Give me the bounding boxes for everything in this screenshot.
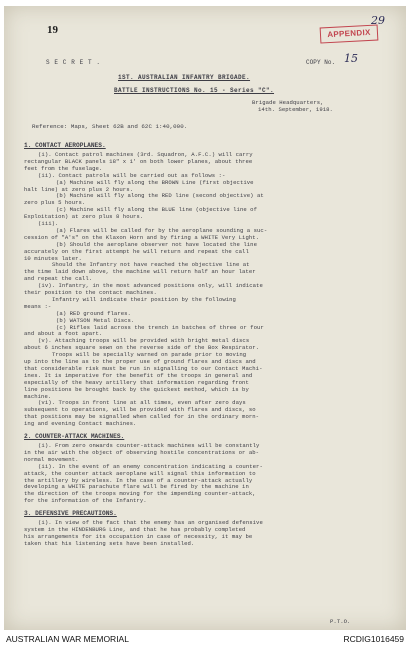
- instructions-title: BATTLE INSTRUCTIONS No. 15 - Series "C".: [114, 87, 275, 94]
- body-line: that positions may be signalled when called for in the ordinary morn-: [24, 413, 260, 421]
- body-line: 10 minutes later.: [24, 254, 82, 262]
- body-line: (v). Attaching troops will be provided with bright metal discs: [38, 337, 250, 345]
- body-line: attack, the counter attack aeroplane will signal this information to: [24, 469, 256, 477]
- body-line: (a) Machine will fly along the BROWN Line (first objective: [56, 178, 254, 186]
- body-line: about 6 inches square sewn on the reverse side of the Box Respirator.: [24, 344, 260, 352]
- body-line: developing a WHITE parachute flare will be fired by the machine in: [24, 483, 249, 491]
- body-line: normal movement.: [24, 455, 79, 463]
- body-line: ines. It is imperative for the benefit of the troops in general and: [24, 371, 253, 379]
- body-line: (a) Flares will be called for by the aeroplane sounding a suc-: [56, 226, 268, 234]
- body-line: (i). In view of the fact that the enemy has an organised defensive: [38, 519, 263, 527]
- body-line: (ii). Contact patrols will be carried out as follows :-: [38, 171, 226, 179]
- secret-marking: S E C R E T .: [46, 59, 101, 66]
- body-line: ing and evening Contact machines.: [24, 420, 137, 428]
- section-2-title: 2. COUNTER-ATTACK MACHINES.: [24, 433, 125, 440]
- body-line: their position to the contact machines.: [24, 289, 157, 296]
- section-1-title: 1. CONTACT AEROPLANES.: [24, 142, 106, 149]
- body-line: subsequent to operations, will be provided with flares and discs, so: [24, 406, 256, 414]
- body-line: zero plus 5 hours.: [24, 199, 86, 207]
- body-line: the artillery by wireless. In the case of a counter-attack actually: [24, 476, 253, 484]
- body-line: line positions be brought back by the quickest method, which is by: [24, 385, 249, 393]
- body-line: for the information of the Infantry.: [24, 497, 147, 505]
- footer-record-id: RCDIG1016459: [343, 634, 404, 644]
- body-line: feet from the fuselage.: [24, 164, 103, 172]
- please-turn-over: P.T.O.: [330, 618, 351, 625]
- body-line: taken that his listening sets have been installed.: [24, 539, 195, 547]
- body-line: (iv). Infantry, in the most advanced positions only, will indicate: [38, 282, 263, 290]
- body-line: Exploitation) at zero plus 8 hours.: [24, 213, 144, 221]
- appendix-stamp: APPENDIX: [320, 24, 379, 43]
- body-line: in the air with the object of observing hostile concentrations or ab-: [24, 448, 260, 456]
- copy-label: COPY No.: [306, 59, 336, 66]
- body-line: his arrangements for its occupation in case of necessity, it may be: [24, 532, 253, 540]
- body-line: (b) Should the aeroplane observer not have located the line: [56, 240, 258, 248]
- body-line: (a) RED ground flares.: [56, 309, 131, 317]
- section-3-title: 3. DEFENSIVE PRECAUTIONS.: [24, 510, 117, 518]
- page-number: 19: [47, 24, 58, 36]
- folio-number: 29: [371, 14, 385, 27]
- date-line: 14th. September, 1918.: [258, 106, 333, 113]
- body-line: Infantry will indicate their position by the following: [52, 295, 236, 303]
- body-line: (b) WATSON Metal Discs.: [56, 316, 135, 324]
- body-line: the time laid down above, the machine will return half an hour later: [24, 268, 256, 276]
- body-line: machine.: [24, 392, 52, 400]
- footer-archive-name: AUSTRALIAN WAR MEMORIAL: [6, 634, 129, 644]
- body-line: (i). From zero onwards counter-attack machines will be constantly: [38, 442, 260, 449]
- body-line: (c) Rifles laid across the trench in batches of three or four: [56, 323, 264, 331]
- body-line: and repeat the call.: [24, 275, 93, 283]
- body-line: (i). Contact patrol machines (3rd. Squadron, A.F.C.) will carry: [38, 151, 253, 158]
- body-line: (vi). Troops in front line at all times, even after zero days: [38, 399, 246, 407]
- body-line: and about a foot apart.: [24, 330, 103, 338]
- body-line: cession of "A's" on the Klaxon Horn and by firing a WHITE Very Light.: [24, 233, 260, 241]
- body-line: (iii).: [38, 220, 59, 227]
- body-line: up into the line as to the proper use of ground flares and discs and: [24, 358, 256, 365]
- body-line: (b) Machine will fly along the RED line (second objective) at: [56, 192, 264, 200]
- body-line: Should the Infantry not have reached the objective line at: [52, 261, 250, 269]
- body-line: rectangular BLACK panels 18" x 1' on both lower planes, about three: [24, 157, 253, 165]
- copy-number: 15: [344, 52, 358, 65]
- body-line: system in the HINDENBURG Line, and that he has probably completed: [24, 526, 246, 533]
- brigade-heading: 1ST. AUSTRALIAN INFANTRY BRIGADE.: [118, 74, 251, 81]
- body-line: that considerable risk must be run in signalling to our Contact Machi-: [24, 364, 263, 372]
- body-line: Troops will be specially warned on parade prior to moving: [52, 351, 247, 359]
- body-line: halt line) at zero plus 2 hours.: [24, 185, 134, 193]
- body-line: (ii). In the event of an enemy concentration indicating a counter-: [38, 462, 263, 470]
- hq-line: Brigade Headquarters,: [252, 99, 324, 106]
- map-reference: Reference: Maps, Sheet 62B and 62C 1:40,000.: [32, 123, 188, 130]
- body-line: accurately on the first attempt he will return and repeat the call: [24, 247, 249, 255]
- body-line: especially of the heavy artillery that information regarding front: [24, 378, 249, 386]
- body-line: (c) Machine will fly along the BLUE line (objective line of: [56, 206, 258, 214]
- body-line: the direction of the troops moving for the impending counter-attack,: [24, 490, 256, 498]
- body-line: means :-: [24, 302, 52, 310]
